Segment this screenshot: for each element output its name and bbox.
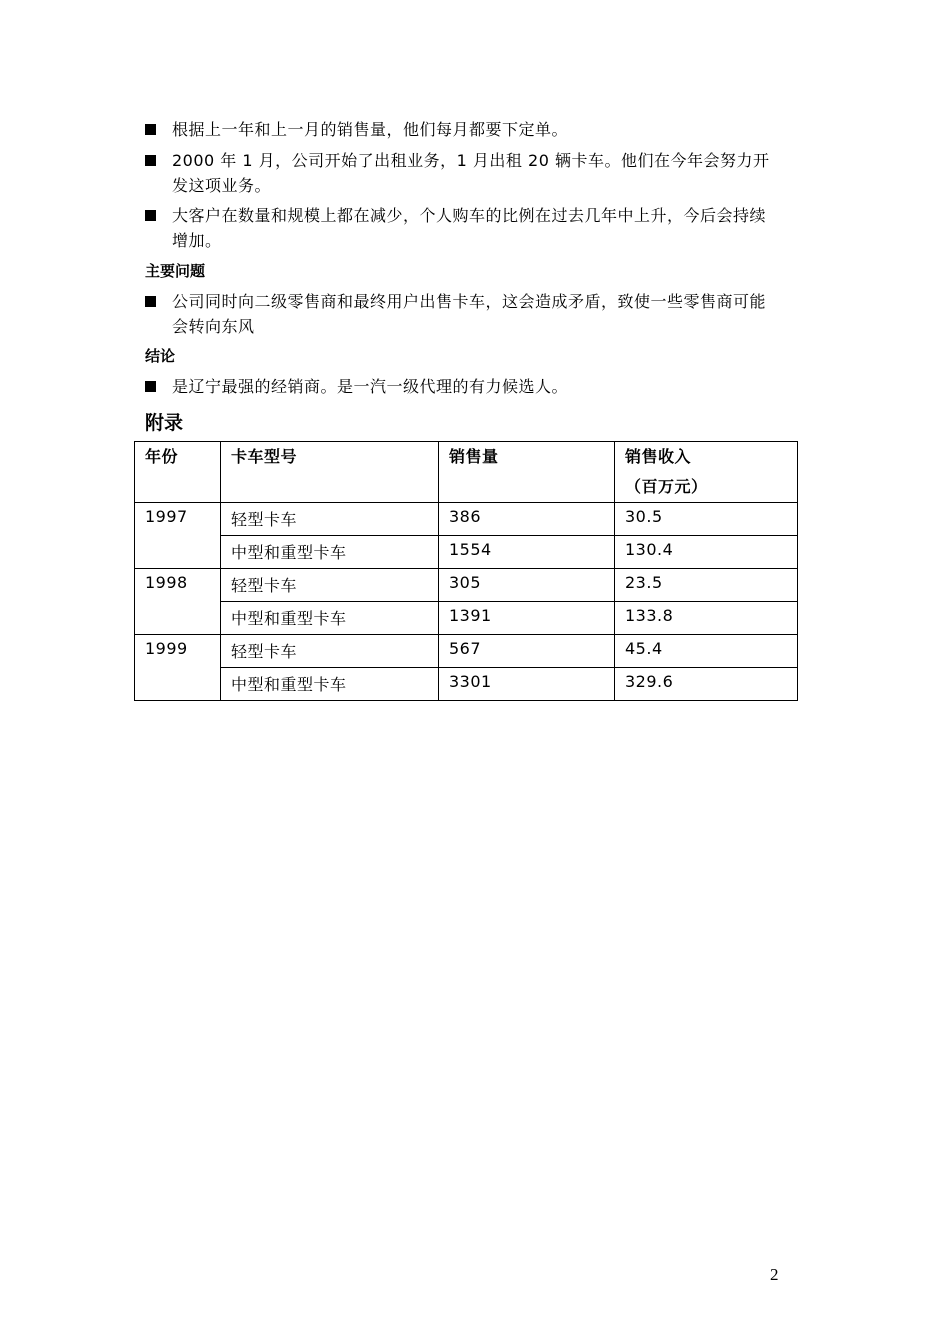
- header-qty: 销售量: [439, 442, 615, 503]
- model-cell: 中型和重型卡车: [221, 668, 439, 701]
- bullet-text: 公司同时向二级零售商和最终用户出售卡车，这会造成矛盾，致使一些零售商可能会转向东风: [172, 292, 767, 336]
- qty-cell: 567: [439, 635, 615, 668]
- year-cell: 1997: [135, 503, 221, 569]
- header-model: 卡车型号: [221, 442, 439, 503]
- qty-cell: 386: [439, 503, 615, 536]
- revenue-cell: 329.6: [615, 668, 798, 701]
- qty-cell: 1391: [439, 602, 615, 635]
- revenue-cell: 30.5: [615, 503, 798, 536]
- appendix-table: [134, 441, 798, 701]
- table-row: [135, 668, 798, 701]
- revenue-cell: 45.4: [615, 635, 798, 668]
- bullet-text: 根据上一年和上一月的销售量，他们每月都要下定单。: [172, 120, 569, 139]
- table-row: [135, 569, 798, 602]
- header-revenue-label: 销售收入: [625, 447, 692, 466]
- qty-cell: 1554: [439, 536, 615, 569]
- square-bullet-icon: [145, 296, 156, 307]
- header-year: 年份: [135, 442, 221, 503]
- section-heading-main-issue: 主要问题: [145, 262, 206, 280]
- revenue-cell: 133.8: [615, 602, 798, 635]
- page-number: 2: [770, 1265, 779, 1284]
- revenue-cell: 130.4: [615, 536, 798, 569]
- header-revenue: [615, 442, 798, 503]
- table-row: [135, 602, 798, 635]
- model-cell: 中型和重型卡车: [221, 536, 439, 569]
- model-cell: 轻型卡车: [221, 503, 439, 536]
- model-cell: 轻型卡车: [221, 635, 439, 668]
- square-bullet-icon: [145, 124, 156, 135]
- bullet-item: [145, 117, 772, 142]
- square-bullet-icon: [145, 210, 156, 221]
- year-cell: 1998: [135, 569, 221, 635]
- bullet-item: [145, 289, 772, 339]
- bullet-text: 大客户在数量和规模上都在减少，个人购车的比例在过去几年中上升，今后会持续增加。: [172, 206, 767, 250]
- qty-cell: 305: [439, 569, 615, 602]
- bullet-item: [145, 374, 772, 399]
- table-row: [135, 503, 798, 536]
- bullet-item: [145, 203, 772, 253]
- header-revenue-unit: （百万元）: [625, 477, 708, 496]
- square-bullet-icon: [145, 155, 156, 166]
- table-row: [135, 536, 798, 569]
- appendix-title: 附录: [145, 412, 184, 434]
- square-bullet-icon: [145, 381, 156, 392]
- table-row: [135, 635, 798, 668]
- model-cell: 中型和重型卡车: [221, 602, 439, 635]
- model-cell: 轻型卡车: [221, 569, 439, 602]
- table-header-row: [135, 442, 798, 503]
- bullet-text: 2000 年 1 月，公司开始了出租业务，1 月出租 20 辆卡车。他们在今年会努力开发这项业务。: [172, 151, 770, 195]
- qty-cell: 3301: [439, 668, 615, 701]
- bullet-item: [145, 148, 772, 198]
- year-cell: 1999: [135, 635, 221, 701]
- revenue-cell: 23.5: [615, 569, 798, 602]
- section-heading-conclusion: 结论: [145, 347, 176, 365]
- bullet-text: 是辽宁最强的经销商。是一汽一级代理的有力候选人。: [172, 377, 569, 396]
